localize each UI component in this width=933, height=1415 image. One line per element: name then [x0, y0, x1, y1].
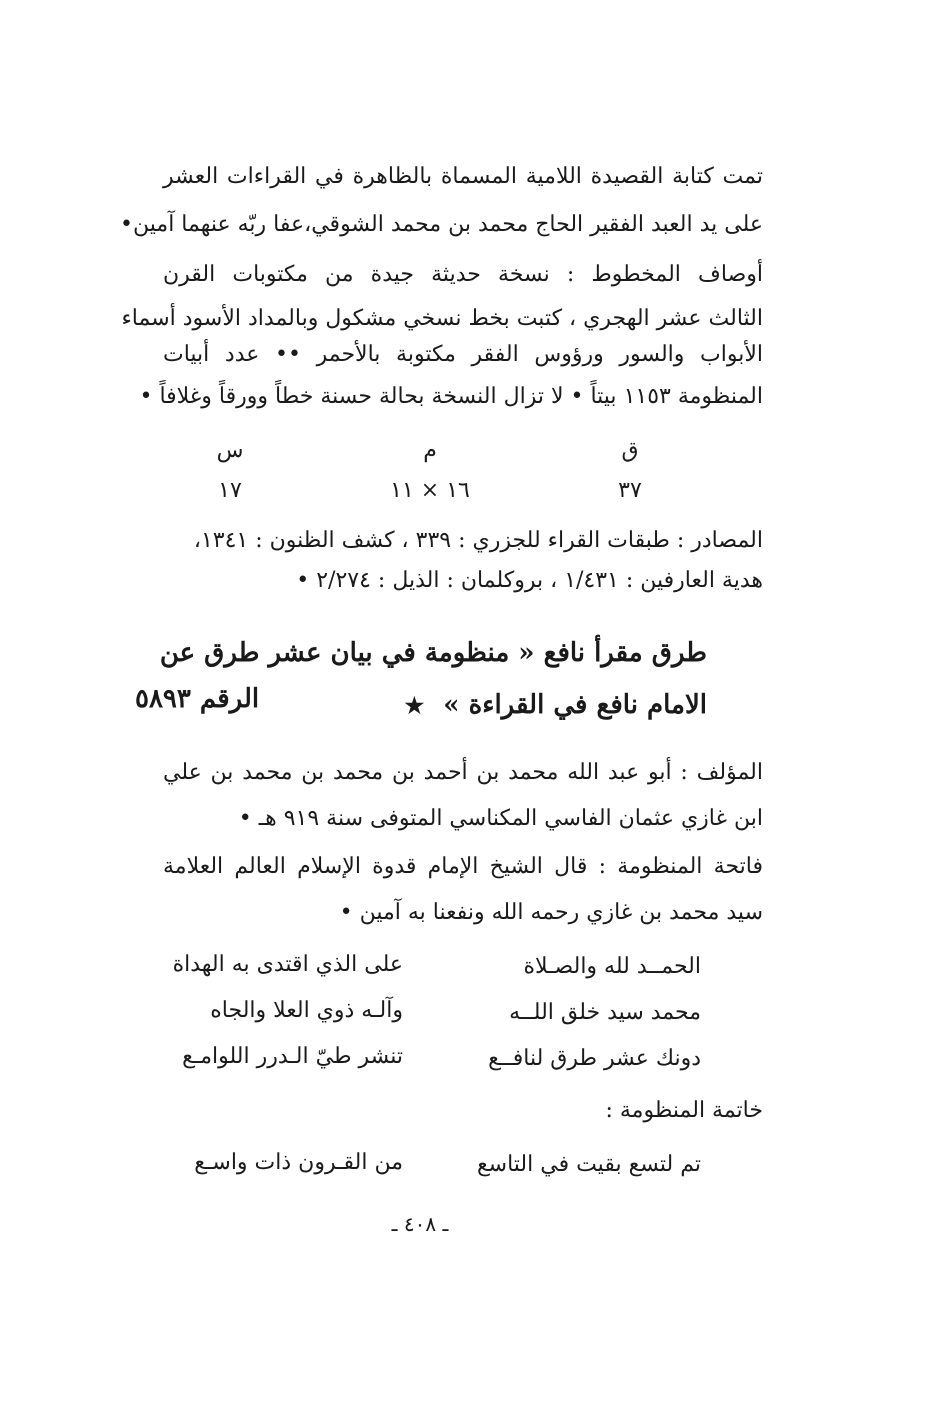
sources-line-1: المصادر : طبقات القراء للجزري : ٣٣٩ ، كشف الظنون : ١٣٤١،	[193, 528, 763, 553]
opening-verse-2-first: محمد سيد خلق اللــه	[509, 1000, 701, 1025]
page-number: ـ ٤٠٨ ـ	[391, 1212, 449, 1236]
reference-number: الرقم ٥٨٩٣	[135, 684, 260, 714]
closing-label: خاتمة المنظومة :	[605, 1098, 763, 1123]
measurement-header-size: م	[423, 438, 437, 463]
description-line-4: المنظومة ١١٥٣ بيتاً • لا تزال النسخة بحالة حسنة خطاً وورقاً وغلافاً •	[139, 384, 763, 409]
entry-title-text: الامام نافع في القراءة »	[443, 690, 707, 720]
colophon-line-1: تمت كتابة القصيدة اللامية المسماة بالظاهرة في القراءات العشر	[163, 164, 763, 189]
entry-title-line-1: طرق مقرأ نافع « منظومة في بيان عشر طرق عن	[159, 638, 707, 668]
description-line-2: الثالث عشر الهجري ، كتبت بخط نسخي مشكول وبالمداد الأسود أسماء	[121, 306, 763, 331]
author-line-2: ابن غازي عثمان الفاسي المكناسي المتوفى سنة ٩١٩ هـ •	[238, 806, 763, 831]
opening-verse-1-first: الحمــد لله والصـلاة	[523, 954, 701, 979]
closing-verse-1-second: من القـرون ذات واسـع	[194, 1150, 403, 1175]
measurement-value-leaves: ٣٧	[618, 478, 642, 503]
opening-verse-3-first: دونك عشر طرق لنافــع	[488, 1046, 701, 1071]
measurement-value-lines: ١٧	[218, 478, 242, 503]
opening-verse-2-second: وآلـه ذوي العلا والجاه	[210, 998, 403, 1023]
measurement-value-size: ١٦ × ١١	[390, 478, 470, 503]
opening-verse-1-second: على الذي اقتدى به الهداة	[172, 952, 403, 977]
author-line-1: المؤلف : أبو عبد الله محمد بن أحمد بن محمد بن محمد بن علي	[163, 760, 763, 785]
entry-title-line-2	[227, 688, 707, 723]
measurement-header-lines: س	[216, 438, 244, 463]
opening-line-2: سيد محمد بن غازي رحمه الله ونفعنا به آمين •	[339, 900, 763, 925]
closing-verse-1-first: تم لتسع بقيت في التاسع	[476, 1152, 701, 1177]
colophon-line-2: على يد العبد الفقير الحاج محمد بن محمد الشوقي،عفا ربّه عنهما آمين•	[120, 212, 763, 237]
star-icon: ★	[404, 693, 425, 719]
opening-line-1: فاتحة المنظومة : قال الشيخ الإمام قدوة الإسلام العالم العلامة	[163, 854, 763, 879]
measurement-header-leaves: ق	[621, 438, 639, 463]
description-line-1: أوصاف المخطوط : نسخة حديثة جيدة من مكتوبات القرن	[163, 262, 763, 287]
description-line-3: الأبواب والسور ورؤوس الفقر مكتوبة بالأحمر •• عدد أبيات	[163, 342, 763, 367]
opening-verse-3-second: تنشر طيّ الـدرر اللوامـع	[182, 1044, 403, 1069]
sources-line-2: هدية العارفين : ١/٤٣١ ، بروكلمان : الذيل : ٢/٢٧٤ •	[296, 568, 763, 593]
